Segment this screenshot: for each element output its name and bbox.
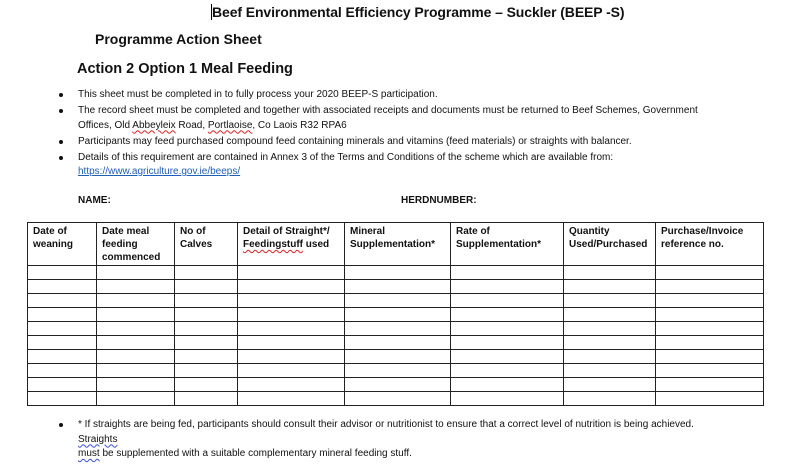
table-body	[28, 266, 764, 406]
table-row	[28, 322, 764, 336]
table-cell[interactable]	[564, 280, 656, 294]
header-text: used	[303, 239, 330, 250]
column-header-quantity-used-purchased: Quantity Used/Purchased	[564, 223, 656, 266]
table-cell[interactable]	[656, 294, 764, 308]
table-cell[interactable]	[28, 378, 97, 392]
misspelled-word[interactable]: Feedingstuff	[243, 239, 303, 250]
table-cell[interactable]	[97, 322, 175, 336]
table-row	[28, 350, 764, 364]
column-header-purchase-invoice-reference: Purchase/Invoice reference no.	[656, 223, 764, 266]
table-cell[interactable]	[28, 392, 97, 406]
bullet-icon	[59, 156, 63, 160]
table-cell[interactable]	[451, 392, 564, 406]
column-header-no-of-calves: No of Calves	[175, 223, 238, 266]
table-cell[interactable]	[345, 364, 451, 378]
instruction-item	[0, 151, 718, 180]
bullet-icon	[59, 423, 63, 427]
beeps-link[interactable]: https://www.agriculture.gov.ie/beeps/	[78, 166, 241, 177]
table-cell[interactable]	[451, 280, 564, 294]
table-cell[interactable]	[564, 350, 656, 364]
action-option-heading: Action 2 Option 1 Meal Feeding	[77, 61, 293, 77]
table-cell[interactable]	[564, 392, 656, 406]
table-cell[interactable]	[97, 378, 175, 392]
table-header-row	[28, 223, 764, 266]
table-row	[28, 392, 764, 406]
table-cell[interactable]	[451, 350, 564, 364]
table-cell[interactable]	[345, 322, 451, 336]
instruction-text: This sheet must be completed in to fully process your 2020 BEEP-S participation.	[78, 89, 438, 100]
table-cell[interactable]	[238, 280, 345, 294]
misspelled-word[interactable]: Portlaoise	[207, 119, 253, 131]
table-cell[interactable]	[451, 336, 564, 350]
instruction-text: Details of this requirement are contained in Annex 3 of the Terms and Conditions of the scheme which are available from:	[78, 151, 614, 163]
footnote-list	[0, 418, 790, 462]
misspelled-word[interactable]: Abbeyleix	[132, 119, 176, 131]
table-cell[interactable]	[97, 308, 175, 322]
table-cell[interactable]	[175, 294, 238, 308]
table-cell[interactable]	[564, 364, 656, 378]
table-cell[interactable]	[97, 336, 175, 350]
table-cell[interactable]	[238, 336, 345, 350]
table-cell[interactable]	[175, 392, 238, 406]
table-cell[interactable]	[238, 266, 345, 280]
table-cell[interactable]	[28, 322, 97, 336]
table-row	[28, 378, 764, 392]
table-cell[interactable]	[656, 336, 764, 350]
table-cell[interactable]	[345, 294, 451, 308]
table-cell[interactable]	[175, 350, 238, 364]
table-cell[interactable]	[345, 308, 451, 322]
table-cell[interactable]	[238, 294, 345, 308]
footnote-item	[0, 418, 718, 462]
table-cell[interactable]	[28, 364, 97, 378]
table-cell[interactable]	[656, 350, 764, 364]
table-cell[interactable]	[451, 378, 564, 392]
table-cell[interactable]	[238, 392, 345, 406]
table-cell[interactable]	[656, 322, 764, 336]
column-header-date-of-weaning: Date of weaning	[28, 223, 97, 266]
table-cell[interactable]	[656, 392, 764, 406]
table-cell[interactable]	[345, 280, 451, 294]
table-cell[interactable]	[97, 364, 175, 378]
table-cell[interactable]	[345, 392, 451, 406]
table-cell[interactable]	[564, 308, 656, 322]
table-cell[interactable]	[97, 350, 175, 364]
instruction-item	[0, 104, 718, 133]
table-row	[28, 266, 764, 280]
table-cell[interactable]	[345, 266, 451, 280]
table-cell[interactable]	[238, 322, 345, 336]
table-row	[28, 336, 764, 350]
instruction-text: The record sheet must be completed and together with associated receipts and documents must be returned to Beef Schemes, Government Offices, Old	[78, 105, 698, 131]
table-cell[interactable]	[175, 266, 238, 280]
table-cell[interactable]	[564, 322, 656, 336]
table-cell[interactable]	[345, 336, 451, 350]
table-cell[interactable]	[175, 280, 238, 294]
document-title-text: Beef Environmental Efficiency Programme – Suckler (BEEP -S)	[212, 4, 625, 20]
table-cell[interactable]	[175, 308, 238, 322]
table-cell[interactable]	[28, 350, 97, 364]
instruction-item	[0, 135, 718, 150]
table-cell[interactable]	[97, 294, 175, 308]
table-cell[interactable]	[564, 266, 656, 280]
column-header-mineral-supplementation: Mineral Supplementation*	[345, 223, 451, 266]
table-cell[interactable]	[175, 322, 238, 336]
table-cell[interactable]	[28, 266, 97, 280]
table-cell[interactable]	[564, 336, 656, 350]
table-cell[interactable]	[28, 280, 97, 294]
footnote-text: * If straights are being fed, participants should consult their advisor or nutritionist to ensure that a correct level of nutrition is being achieved.	[78, 419, 694, 430]
table-cell[interactable]	[175, 364, 238, 378]
table-cell[interactable]	[656, 364, 764, 378]
table-cell[interactable]	[345, 350, 451, 364]
column-header-detail-of-straight	[238, 223, 345, 266]
table-cell[interactable]	[238, 378, 345, 392]
table-row	[28, 294, 764, 308]
table-cell[interactable]	[451, 364, 564, 378]
table-cell[interactable]	[28, 294, 97, 308]
table-cell[interactable]	[97, 280, 175, 294]
footnote-text: be supplemented with a suitable complementary mineral feeding stuff.	[99, 448, 412, 459]
table-cell[interactable]	[238, 364, 345, 378]
name-label: NAME:	[78, 195, 111, 206]
column-header-rate-of-supplementation: Rate of Supplementation*	[451, 223, 564, 266]
table-row	[28, 280, 764, 294]
table-cell[interactable]	[238, 308, 345, 322]
bullet-icon	[59, 93, 63, 97]
instruction-item	[0, 88, 718, 103]
table-cell[interactable]	[451, 266, 564, 280]
document-title	[211, 4, 624, 20]
table-cell[interactable]	[656, 378, 764, 392]
column-header-date-meal-feeding-commenced: Date meal feeding commenced	[97, 223, 175, 266]
table-cell[interactable]	[451, 294, 564, 308]
table-row	[28, 364, 764, 378]
table-cell[interactable]	[97, 392, 175, 406]
meal-feeding-record-table	[27, 222, 764, 406]
table-cell[interactable]	[564, 378, 656, 392]
table-cell[interactable]	[451, 322, 564, 336]
table-cell[interactable]	[175, 378, 238, 392]
grammar-flagged-word[interactable]: Straights	[78, 433, 118, 445]
table-cell[interactable]	[238, 350, 345, 364]
table-cell[interactable]	[28, 336, 97, 350]
table-cell[interactable]	[175, 336, 238, 350]
table-cell[interactable]	[656, 280, 764, 294]
bullet-icon	[59, 140, 63, 144]
table-cell[interactable]	[451, 308, 564, 322]
table-cell[interactable]	[28, 308, 97, 322]
instruction-text: Road,	[175, 119, 208, 131]
instructions-list	[0, 88, 790, 181]
instruction-text: , Co Laois R32 RPA6	[252, 119, 347, 131]
table-cell[interactable]	[656, 266, 764, 280]
table-cell[interactable]	[97, 266, 175, 280]
table-cell[interactable]	[564, 294, 656, 308]
table-cell[interactable]	[656, 308, 764, 322]
table-row	[28, 308, 764, 322]
header-text: Detail of Straight*/	[243, 226, 330, 237]
instruction-text: Participants may feed purchased compound feed containing minerals and vitamins (feed materials) or straights with balancer.	[78, 135, 632, 147]
table-cell[interactable]	[345, 378, 451, 392]
grammar-flagged-word[interactable]: must	[78, 448, 100, 459]
bullet-icon	[59, 109, 63, 113]
herdnumber-label: HERDNUMBER:	[401, 195, 477, 206]
programme-action-sheet-heading: Programme Action Sheet	[95, 31, 262, 47]
